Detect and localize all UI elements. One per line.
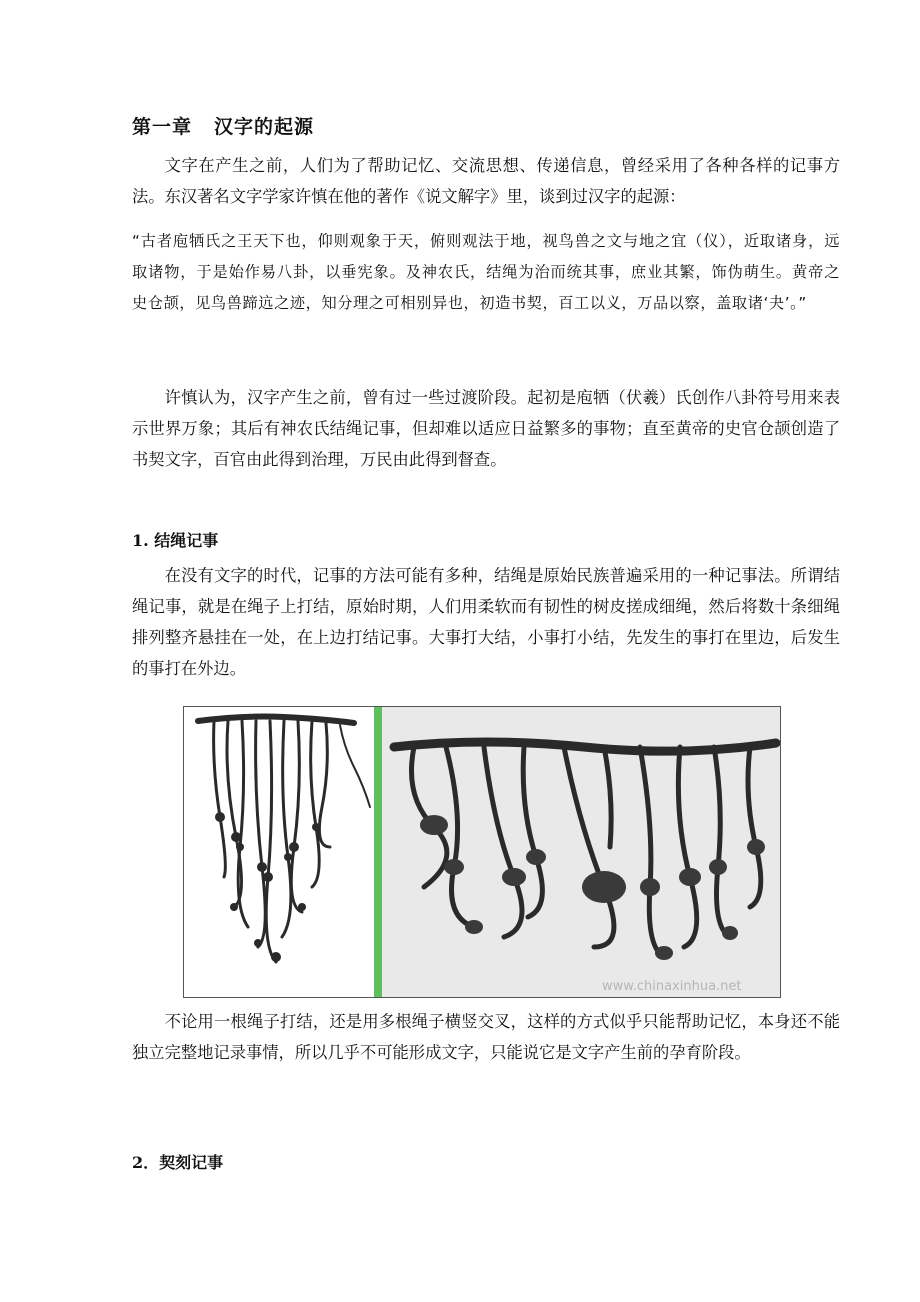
section-1-paragraph-2: 不论用一根绳子打结，还是用多根绳子横竖交叉，这样的方式似乎只能帮助记忆，本身还不能独立完整地记录事情，所以几乎不可能形成文字，只能说它是文字产生前的孕育阶段。: [132, 1012, 840, 1062]
knotted-rope-figure: [183, 706, 781, 998]
intro-paragraph-1: 文字在产生之前，人们为了帮助记忆、交流思想、传递信息，曾经采用了各种各样的记事方法。东汉著名文字学家许慎在他的著作《说文解字》里，谈到过汉字的起源：: [132, 156, 840, 206]
section-1-heading: 1. 结绳记事: [132, 531, 219, 550]
section-2-heading: 2．契刻记事: [132, 1153, 224, 1172]
knotted-rope-illustration: [184, 707, 780, 997]
intro-paragraph-2: 许慎认为，汉字产生之前，曾有过一些过渡阶段。起初是庖牺（伏羲）氏创作八卦符号用来表示世界万象；其后有神农氏结绳记事，但却难以适应日益繁多的事物；直至黄帝的史官仓颉创造了书契文字，百官由此得到治理，万民由此得到督查。: [132, 388, 840, 469]
shuowen-quote: “古者庖牺氏之王天下也，仰则观象于天，俯则观法于地，视鸟兽之文与地之宜（仪），近取诸身，远取诸物，于是始作易八卦，以垂宪象。及神农氏，结绳为治而统其事，庶业其繁，饰伪萌生。黄帝之史仓颉，见鸟兽蹄迒之迹，知分理之可相别异也，初造书契，百工以义，万品以察，盖取诸‘夬’。”: [132, 232, 840, 312]
figure-watermark: www.chinaxinhua.net: [602, 979, 742, 994]
chapter-name: 汉字的起源: [214, 116, 315, 138]
section-1-paragraph-1: 在没有文字的时代，记事的方法可能有多种，结绳是原始民族普遍采用的一种记事法。所谓结绳记事，就是在绳子上打结，原始时期，人们用柔软而有韧性的树皮搓成细绳，然后将数十条细绳排列整齐悬挂在一处，在上边打结记事。大事打大结，小事打小结，先发生的事打在里边，后发生的事打在外边。: [132, 566, 840, 678]
chapter-number: 第一章: [132, 116, 193, 138]
chapter-title: [132, 112, 840, 139]
